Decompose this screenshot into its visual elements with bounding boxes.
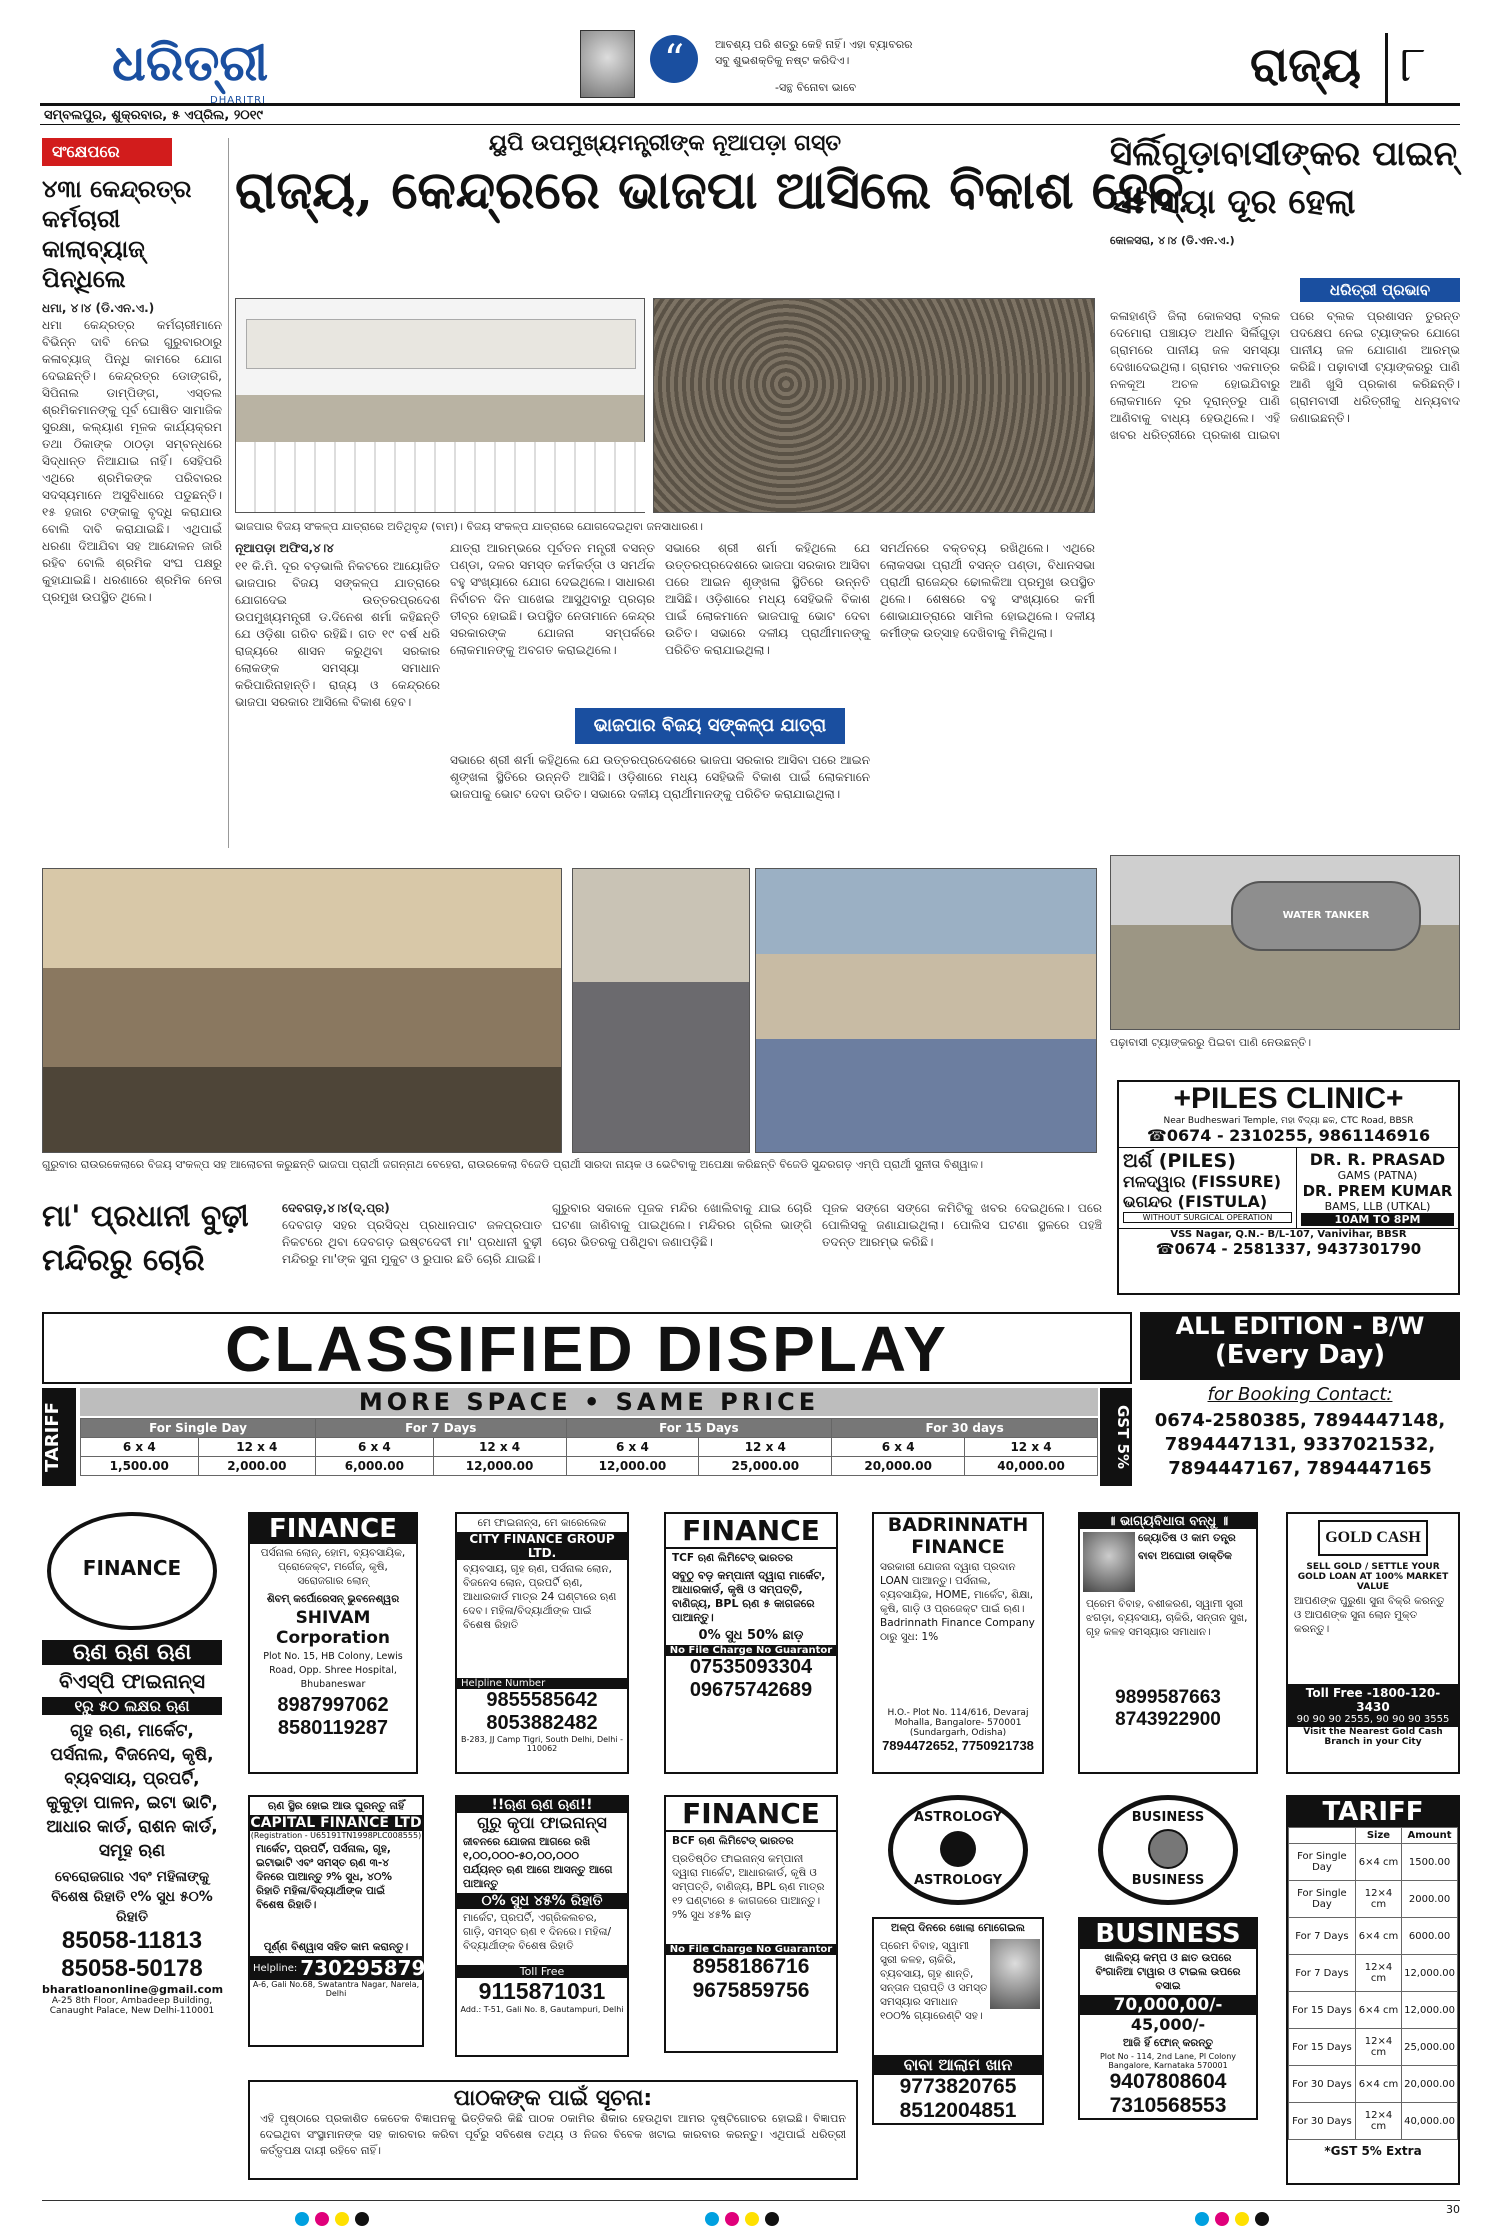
ad8-title: CAPITAL FINANCE LTD [250, 1815, 422, 1831]
piles-item-3: ଭଗନ୍ଦର (FISTULA) [1123, 1192, 1268, 1211]
ad2-phone1: 8987997062 [277, 1694, 389, 1716]
price-cell: 2,000.00 [198, 1457, 316, 1476]
booking-phone-2: 7894447131, 9337021532, [1164, 1434, 1436, 1455]
size-cell: 12 x 4 [965, 1438, 1098, 1457]
ad4-title: FINANCE [666, 1514, 836, 1549]
ad1-title: ଋଣ ଋଣ ଋଣ [42, 1640, 222, 1665]
lead-caption: ଭାଜପାର ବିଜୟ ସଂକଳ୍ପ ଯାତ୍ରାରେ ଅତିଥିବୃନ୍ଦ (ବାମ)। ବିଜୟ ସଂକଳ୍ପ ଯାତ୍ରାରେ ଯୋଗଦେଇଥିବା ଜନସାଧାରଣ। [235, 520, 703, 533]
ad4-phone1: 07535093304 [689, 1656, 813, 1678]
price-cell: 1,500.00 [81, 1457, 199, 1476]
ad12-phone2: 7310568553 [1109, 2094, 1227, 2117]
tariff-box [1286, 1795, 1460, 2185]
classified-tariff-table [80, 1418, 1098, 1476]
lead-dateline: ନୂଆପଡ଼ା ଅଫିସ,୪।୪ [235, 541, 334, 555]
ad1-amount: ୧ରୁ ୫୦ ଲକ୍ଷର ଋଣ [42, 1697, 222, 1715]
piles-phone1: ☎0674 - 2310255, 9861146916 [1146, 1126, 1431, 1145]
tariff-period: For 30 Days [1289, 2066, 1356, 2103]
piles-address: Near Budheswari Temple, ମହା ବିଦ୍ୟା ଛକ, CTC Road, BBSR [1163, 1116, 1414, 1126]
ad-astrology [872, 1795, 1044, 2185]
every-day: (Every Day) [1214, 1340, 1386, 1370]
ad3-addr: B-283, JJ Camp Tigri, South Delhi, Delhi - 110062 [461, 1735, 623, 1753]
piles-title: +PILES CLINIC+ [1173, 1082, 1404, 1115]
water-body: କଳାହାଣ୍ଡି ଜିଲା କୋଳସରା ବ୍ଲକ ଦେମୋରା ପଞ୍ଚାୟତ ଅଧୀନ ସିର୍ଲିଗୁଡ଼ା ଗ୍ରାମରେ ପାନୀୟ ଜଳ ସମସ୍ୟା ଦେଖାଦେଇଥିଲା। ଗ୍ରାମର ଏକମାତ୍ର ନଳକୂଅ ଅଚଳ ହୋଇଯିବାରୁ ଲୋକମାନେ ଦୂର ଦୂରାନ୍ତରୁ ପାଣି ଆଣିବାକୁ ବାଧ୍ୟ ହେଉଥିଲେ। ଏହି ଖବର ଧରିତ୍ରୀରେ ପ୍ରକାଶ ପାଇବା ପରେ ବ୍ଲକ ପ୍ରଶାସନ ତୁରନ୍ତ ପଦକ୍ଷେପ ନେଇ ଟ୍ୟାଙ୍କର ଯୋଗେ ପାନୀୟ ଜଳ ଯୋଗାଣ ଆରମ୍ଭ କରିଛି। ପଢ଼ାବାସୀ ଟ୍ୟାଙ୍କରରୁ ପାଣି ଆଣି ଖୁସି ପ୍ରକାଶ କରିଛନ୍ତି। ଗ୍ରାମବାସୀ ଧରିତ୍ରୀକୁ ଧନ୍ୟବାଦ ଜଣାଇଛନ୍ତି। [1110, 309, 1460, 442]
ad1-addr: A-25 8th Floor, Ambadeep Building, Canaught Palace, New Delhi-110001 [49, 1996, 215, 2016]
ad1-sub: ବିଏସ୍ପି ଫାଇନାନ୍ସ [59, 1669, 205, 1693]
lead-headline: ରାଜ୍ୟ, କେନ୍ଦ୍ରରେ ଭାଜପା ଆସିଲେ ବିକାଶ ହେବ [235, 160, 1184, 221]
tariff-vertical: TARIFF [42, 1388, 76, 1486]
ad2-name: SHIVAM Corporation [276, 1608, 390, 1648]
piles-phone2: ☎0674 - 2581337, 9437301790 [1155, 1240, 1422, 1258]
ad12-amount2: 45,000/- [1130, 2015, 1206, 2034]
lead-col2: ଯାତ୍ରା ଆରମ୍ଭରେ ପୂର୍ବତନ ମନ୍ତ୍ରୀ ବସନ୍ତ ପଣ୍ଡା, ଦଳର ସମସ୍ତ କର୍ମକର୍ତ୍ତା ଓ ସମର୍ଥକ ବହୁ ସଂଖ୍ୟାରେ ଯୋଗ ଦେଇଥିଲେ। ସାଧାରଣ ନିର୍ବାଚନ ଦିନ ପାଖେଇ ଆସୁଥିବାରୁ ପ୍ରଚାର ତୀବ୍ର ହୋଇଛି। ଉପସ୍ଥିତ ନେତାମାନେ କେନ୍ଦ୍ର ସରକାରଙ୍କ ଯୋଜନା ସମ୍ପର୍କରେ ଲୋକମାନଙ୍କୁ ଅବଗତ କରାଇଥିଲେ। [450, 541, 655, 657]
ad3-phone1: 9855585642 [486, 1689, 598, 1711]
ad10-body: ପ୍ରତିଷ୍ଠିତ ଫାଇନାନ୍ସ କମ୍ପାନୀ ଦ୍ୱାରା ମାର୍କେଟ, ଆଧାରକାର୍ଡ, କୃଷି ଓ ସମ୍ପତ୍ତି, ବାଣିଜ୍ୟ, BPL ଋଣ ମାତ୍ର ୧୨ ଘଣ୍ଟାରେ ୫ କାଗଜରେ ପାଆନ୍ତୁ। ୨% ସୁଧ ୪୫% ଛାଡ଼ [672, 1853, 825, 1921]
page-footer-number: 30 [1446, 2203, 1460, 2216]
gold-cash-logo: GOLD CASH [1318, 1520, 1428, 1556]
business-logo-bottom: BUSINESS [1131, 1873, 1205, 1888]
ad9-title: ଗୁରୁ କୃପା ଫାଇନାନ୍ସ [477, 1813, 607, 1832]
page-number: ୮ [1400, 35, 1427, 93]
ad7-body2: ଆପଣଙ୍କ ପୁରୁଣା ସୁନା ବିକ୍ରି କରନ୍ତୁ ଓ ଆପଣଙ୍କ ସୁନା ଲୋନ ମୁକ୍ତ କରନ୍ତୁ। [1294, 1595, 1445, 1635]
notice-body: ଏହି ପୃଷ୍ଠାରେ ପ୍ରକାଶିତ କେତେକ ବିଜ୍ଞାପନକୁ ଭିତ୍ତିକରି କିଛି ପାଠକ ଠକାମିର ଶିକାର ହେଉଥିବା ଆମର ଦୃଷ୍ଟିଗୋଚର ହୋଇଛି। ବିଜ୍ଞାପନ ଦେଇଥିବା ସଂସ୍ଥାମାନଙ୍କ ସହ କାରବାର କରିବା ପୂର୍ବରୁ ସବିଶେଷ ତଥ୍ୟ ଓ ନିଜର ବିବେକ ଖଟାଇ କାରବାର କରନ୍ତୁ। ଏଥିପାଇଁ ଧରିତ୍ରୀ କର୍ତ୍ତୃପକ୍ଷ ଦାୟୀ ରହିବେ ନାହିଁ। [260, 2112, 846, 2157]
ad10-sub: BCF ଋଣ ଲିମିଟେଡ୍ ଭାରତର [672, 1835, 794, 1847]
price-cell: 6,000.00 [316, 1457, 434, 1476]
classified-banner [42, 1312, 1460, 1487]
ad6-portrait [1083, 1532, 1135, 1592]
period-1: For Single Day [81, 1419, 316, 1438]
tariff-size: 6×4 cm [1355, 1844, 1401, 1881]
photo-meeting [42, 868, 562, 1153]
ad9-addr: Add.: T-51, Gali No. 8, Gautampuri, Delhi [460, 2005, 624, 2014]
logo-sub: DHARITRI [210, 95, 266, 106]
ad-badrinnath-finance [872, 1512, 1044, 1774]
lead-col4: ସମର୍ଥନରେ ବକ୍ତବ୍ୟ ରଖିଥିଲେ। ଏଥିରେ ଲୋକସଭା ପ୍ରାର୍ଥୀ ବସନ୍ତ ପଣ୍ଡା, ବିଧାନସଭା ପ୍ରାର୍ଥୀ ରାଜେନ୍ଦ୍ର ଢୋଲକିଆ ପ୍ରମୁଖ ଉପସ୍ଥିତ ଥିଲେ। ଶେଷରେ ବହୁ ସଂଖ୍ୟାରେ କର୍ମୀ ଶୋଭାଯାତ୍ରାରେ ସାମିଲ ହୋଇଥିଲେ। ଦଳୀୟ କର୍ମୀଙ୍କ ଉତ୍ସାହ ଦେଖିବାକୁ ମିଳିଥିଲା। [880, 541, 1095, 640]
tariff-size: 12×4 cm [1355, 2103, 1401, 2140]
astro-logo-bottom: ASTROLOGY [913, 1873, 1003, 1888]
ad12-body: ଖାଲିବ୍ୟ କମ୍ପ ଓ ଛାତ ଉପରେ ବିଂଗାନିଆ ଟାୱାର ଓ ଟାଇଲ ଉପରେ ବସାଇ [1095, 1952, 1241, 1992]
finance-logo: FINANCE [47, 1512, 217, 1630]
logo: ଧରିତ୍ରୀ [112, 33, 269, 92]
ad3-help: Helpline Number [457, 1678, 627, 1689]
period-2: For 7 Days [316, 1419, 566, 1438]
lead-photo-stage [235, 298, 645, 513]
ad8-phone: 7302958798 [300, 1956, 440, 1980]
piles-no-surgery: WITHOUT SURGICAL OPERATION [1123, 1212, 1292, 1223]
piles-item-2: ମଳଦ୍ୱାର (FISSURE) [1123, 1172, 1282, 1191]
booking-phone-3: 7894447167, 7894447165 [1168, 1458, 1432, 1479]
astrology-logo [888, 1795, 1028, 1905]
registration-marks [1192, 2211, 1272, 2230]
ad-shivam-finance [248, 1512, 418, 1774]
period-3: For 15 Days [566, 1419, 832, 1438]
lead-photo-crowd [653, 298, 1095, 513]
ad5-title: BADRINNATH FINANCE [887, 1514, 1029, 1558]
brief-body: ଧମା କେନ୍ଦ୍ରତ୍ର କର୍ମଚାରୀମାନେ ବିଭିନ୍ନ ଦାବି ନେଇ ଗୁରୁବାରଠାରୁ କଳାବ୍ୟାଜ୍ ପିନ୍ଧି କାମରେ ଯୋଗ ଦେଇଛନ୍ତି। କେନ୍ଦ୍ରତ୍ର ଡୋଙ୍ଗରି, ସିପିନାଲ ଡାମ୍ପିଙ୍ଗ, ଏସ୍ତଲ ଶ୍ରମିକମାନଙ୍କୁ ପୂର୍ବ ଘୋଷିତ ସାମାଜିକ ସୁରକ୍ଷା, କଲ୍ୟାଣ ମୂଳକ କାର୍ଯ୍ୟକ୍ରମ ତଥା ଠିକାଙ୍କ ଠାଠଡ଼ା ସମ୍ବନ୍ଧରେ ସିଦ୍ଧାନ୍ତ ନିଆଯାଇ ନାହିଁ। ସେହିପରି ଏଥିରେ ଶ୍ରମିକଙ୍କ ପରିବାରର ସଦସ୍ୟମାନେ ଅସୁବିଧାରେ ପଡୁଛନ୍ତି। ୧୫ ହଜାର ଟଙ୍କାକୁ ବୃଦ୍ଧି କରାଯାଉ ବୋଲି ଦାବି କରାଯାଇଛି। ଏଥିପାଇଁ ଧରଣା ଦିଆଯିବା ସହ ଆନ୍ଦୋଳନ ଜାରି ରହିବ ବୋଲି ଶ୍ରମିକ ସଂଘ ପକ୍ଷରୁ କୁହାଯାଇଛି। ଧରଣାରେ ଶ୍ରମିକ ନେତା ପ୍ରମୁଖ ଉପସ୍ଥିତ ଥିଲେ। [42, 318, 222, 604]
ad-city-finance [455, 1512, 629, 1774]
ad2-body: ପର୍ସନାଲ ଲୋନ୍, ହୋମ, ବ୍ୟବସାୟିକ, ପ୍ରୋଜେକ୍ଟ, ମର୍ଗେଜ୍, କୃଷି, ସରୋଜଗାର ଲୋନ୍ [260, 1547, 406, 1587]
ad11-name: ବାବା ଆଲାମ ଖାନ [874, 2055, 1042, 2075]
tariff-period: For 7 Days [1289, 1918, 1356, 1955]
business-logo [1098, 1795, 1238, 1905]
tariff-size: 12×4 cm [1355, 2029, 1401, 2066]
ad9-top: !!ଋଣ ଋଣ ଋଣ!! [457, 1797, 627, 1813]
brief-column [42, 138, 222, 848]
tariff-amount: 25,000.00 [1402, 2029, 1458, 2066]
theft-col2: ଗୁରୁବାର ସକାଳେ ପୂଜକ ମନ୍ଦିର ଖୋଲିବାକୁ ଯାଇ ଚୋରି ଘଟଣା ଜାଣିବାକୁ ପାଇଥିଲେ। ମନ୍ଦିରର ଗ୍ରିଲ ଭାଙ୍ଗି ଚୋର ଭିତରକୁ ପଶିଥିବା ଜଣାପଡ଼ିଛି। [552, 1201, 812, 1249]
theft-headline: ମା' ପ୍ରଧାନୀ ବୁଢ଼ୀ ମନ୍ଦିରରୁ ଚୋରି [42, 1199, 249, 1278]
price-cell: 12,000.00 [566, 1457, 699, 1476]
theft-dateline: ଦେବଗଡ଼,୪।୪(ଦ୍.ପ୍ର) [282, 1201, 390, 1215]
registration-marks [292, 2211, 372, 2230]
ad6-title: ॥ ଭାଗ୍ୟବିଧାତା ବନ୍ଧୁ ॥ [1080, 1514, 1256, 1529]
ad9-body: ଜୀବନରେ ଯୋଜନା ଆଗରେ ରଖି ୧,୦୦,୦୦୦-୫୦,୦୦,୦୦୦ ପର୍ଯ୍ୟନ୍ତ ଋଣ ଆଗେ ଆସନ୍ତୁ ଆଗେ ପାଆନ୍ତୁ [463, 1836, 613, 1890]
photo-candidate [572, 868, 750, 1153]
reader-notice [248, 2080, 858, 2180]
ad-bsp-finance [42, 1512, 222, 2180]
size-cell: 6 x 4 [316, 1438, 434, 1457]
ad1-phone2: 85058-50178 [61, 1955, 203, 1982]
photo-group [755, 868, 1097, 1153]
ad4-body: ସବୁଠୁ ବଡ଼ କମ୍ପାନୀ ଦ୍ୱାରା ମାର୍କେଟ, ଆଧାରକାର୍ଡ, କୃଷି ଓ ସମ୍ପତ୍ତି, ବାଣିଜ୍ୟ, BPL ଋଣ ୫ କାଗଜରେ ପାଆନ୍ତୁ। [672, 1569, 826, 1624]
registration-marks [702, 2211, 782, 2230]
ad7-body: SELL GOLD / SETTLE YOUR GOLD LOAN AT 100% MARKET VALUE [1297, 1562, 1449, 1592]
ad8-top: ଋଣ ସ୍ଥିର ହୋଇ ଆଉ ଘୁରନ୍ତୁ ନାହିଁ [267, 1800, 405, 1812]
ad7-toll: Toll Free -1800-120-3430 [1305, 1686, 1441, 1714]
footer [42, 2200, 1460, 2230]
ad6-phone2: 8743922900 [1115, 1709, 1221, 1730]
ad9-body2: ମାର୍କେଟ, ପ୍ରପର୍ଟି, ଏଗ୍ରିକଲଚର, ଗାଡ଼ି, ସମସ୍ତ ଋଣ ୧ ଦିନରେ। ମହିଳା/ବିଦ୍ୟାର୍ଥୀଙ୍କ ବିଶେଷ ରିହାତି [463, 1912, 612, 1952]
divider [228, 138, 229, 848]
tariff-amount: 6000.00 [1402, 1918, 1458, 1955]
ad10-phone2: 9675859756 [692, 1979, 810, 2002]
water-badge: ଧରିତ୍ରୀ ପ୍ରଭାବ [1300, 278, 1460, 302]
ad4-nofile: No File Charge No Guarantor [666, 1645, 836, 1656]
ad2-title: FINANCE [250, 1514, 416, 1544]
business-logo-top: BUSINESS [1131, 1810, 1205, 1825]
edition-box [1140, 1312, 1460, 1380]
ad4-phone2: 09675742689 [689, 1679, 813, 1701]
piles-doc1: DR. R. PRASAD [1309, 1150, 1446, 1169]
ad8-body: ମାର୍କେଟ, ପ୍ରପର୍ଟି, ପର୍ସନାଲ, ଗୃହ, ଇଟାଭାଟି ଏବଂ ସମସ୍ତ ଋଣ ୩-୪ ଦିନରେ ପାଆନ୍ତୁ ୨% ସୁଧ, ୪୦% ରିହାତି ମହିଳା/ବିଦ୍ୟାର୍ଥୀଙ୍କ ପାଇଁ ବିଶେଷ ରିହାତି। [256, 1843, 392, 1911]
ad-tcf-finance [664, 1512, 838, 1774]
ad5-phone: 7894472652, 7750921738 [882, 1738, 1034, 1753]
classified-title: CLASSIFIED DISPLAY [42, 1312, 1132, 1384]
ad9-toll: Toll Free [457, 1965, 627, 1978]
booking-phone-1: 0674-2580385, 7894447148, [1154, 1410, 1446, 1431]
ad6-phone1: 9899587663 [1115, 1687, 1221, 1708]
ad6-name: ବାବା ଅଘୋରୀ ଡାକ୍ତିକ [1138, 1550, 1232, 1562]
ad3-top: ମେ ଫାଇନାନ୍ସ, ମେ କାରେଲେକ [477, 1517, 607, 1529]
tariff-size: 6×4 cm [1355, 1918, 1401, 1955]
ad6-sub: ଜ୍ୟୋତିଷ ଓ କାମ ତନ୍ତ୍ର [1138, 1532, 1236, 1544]
astro-eye-icon [940, 1831, 976, 1867]
tariff-period: For 15 Days [1289, 1992, 1356, 2029]
lead-col3: ସଭାରେ ଶ୍ରୀ ଶର୍ମା କହିଥିଲେ ଯେ ଉତ୍ତରପ୍ରଦେଶରେ ଭାଜପା ସରକାର ଆସିବା ପରେ ଆଇନ ଶୃଙ୍ଖଳା ସ୍ଥିତିରେ ଉନ୍ନତି ଆସିଛି। ଓଡ଼ିଶାରେ ମଧ୍ୟ ସେହିଭଳି ବିକାଶ ପାଇଁ ଲୋକମାନେ ଭାଜପାକୁ ଭୋଟ ଦେବା ଉଚିତ। ସଭାରେ ଦଳୀୟ ପ୍ରାର୍ଥୀମାନଙ୍କୁ ପରିଚିତ କରାଯାଇଥିଲା। [665, 541, 870, 657]
lead-col2b: ସଭାରେ ଶ୍ରୀ ଶର୍ମା କହିଥିଲେ ଯେ ଉତ୍ତରପ୍ରଦେଶରେ ଭାଜପା ସରକାର ଆସିବା ପରେ ଆଇନ ଶୃଙ୍ଖଳା ସ୍ଥିତିରେ ଉନ୍ନତି ଆସିଛି। ଓଡ଼ିଶାରେ ମଧ୍ୟ ସେହିଭଳି ବିକାଶ ପାଇଁ ଲୋକମାନେ ଭାଜପାକୁ ଭୋଟ ଦେବା ଉଚିତ। ସଭାରେ ଦଳୀୟ ପ୍ରାର୍ଥୀମାନଙ୍କୁ ପରିଚିତ କରାଯାଇଥିଲା। [450, 753, 870, 801]
ad4-sub: TCF ଋଣ ଲିମିଟେଡ୍ ଭାରତର [672, 1552, 793, 1564]
ad-astro-baba [1078, 1512, 1258, 1774]
section-title: ରାଜ୍ୟ [1250, 37, 1361, 93]
ad10-phone1: 8958186716 [692, 1955, 810, 1978]
ad11-phone1: 9773820765 [899, 2075, 1017, 2098]
brief-title: ୪୩ା କେନ୍ଦ୍ରତ୍ର କର୍ମଚାରୀ କାଲାବ୍ୟାଜ୍ ପିନ୍ଧିଲେ [42, 174, 192, 293]
lead-kicker: ୟୁପି ଉପମୁଖ୍ୟମନ୍ତ୍ରୀଙ୍କ ନୂଆପଡ଼ା ଗସ୍ତ [488, 130, 842, 156]
ad8-addr: A-6, Gali No.68, Swatantra Nagar, Narela, Delhi [252, 1980, 420, 1998]
tariff-table [1288, 1827, 1458, 2140]
ad-business [1078, 1795, 1258, 2180]
ad11-portrait [990, 1939, 1040, 2009]
piles-address2: VSS Nagar, Q.N.- B/L-107, Vanivihar, BBSR [1170, 1229, 1407, 1240]
ad12-addr: Plot No - 114, 2nd Lane, Pl Colony Bangalore, Karnataka 570001 [1099, 2052, 1237, 2070]
piles-doc2-deg: BAMS, LLB (UTKAL) [1324, 1200, 1431, 1213]
tariff-amount: 1500.00 [1402, 1844, 1458, 1881]
size-cell: 12 x 4 [433, 1438, 566, 1457]
tariff-amount: 40,000.00 [1402, 2103, 1458, 2140]
dateline: ସମ୍ବଲପୁର, ଶୁକ୍ରବାର, ୫ ଏପ୍ରିଲ, ୨୦୧୯ [44, 108, 263, 123]
ad11-sub: ଅଳ୍ପ ଦିନରେ ଖୋଲା ମୋଗେଇଲ [891, 1922, 1025, 1934]
ad1-body: ଗୃହ ଋଣ, ମାର୍କେଟ, ପର୍ସନାଲ, ବିଜନେସ, କୃଷି, ବ୍ୟବସାୟ, ପ୍ରପର୍ଟି, କୁକୁଡ଼ା ପାଳନ, ଇଟା ଭାଟି, ଆଧାର କାର୍ଡ, ରାଶନ କାର୍ଡ, ସମୂହ ଋଣ [46, 1721, 218, 1861]
tariff-amount: 2000.00 [1402, 1881, 1458, 1918]
lead-col1: ୧୧ କି.ମି. ଦୂର ବଡ଼ଭାଲି ନିକଟରେ ଆୟୋଜିତ ଭାଜପାର ବିଜୟ ସଙ୍କଳ୍ପ ଯାତ୍ରାରେ ଯୋଗଦେଇ ଉତ୍ତରପ୍ରଦେଶ ଉପମୁଖ୍ୟମନ୍ତ୍ରୀ ଡ.ଦିନେଶ ଶର୍ମା କହିଛନ୍ତି ଯେ ଓଡ଼ିଶା ଗରିବ ରହିଛି। ଗତ ୧୯ ବର୍ଷ ଧରି ରାଜ୍ୟରେ ଶାସନ କରୁଥିବା ସରକାର ଲୋକଙ୍କ ସମସ୍ୟା ସମାଧାନ କରିପାରିନାହାନ୍ତି। ରାଜ୍ୟ ଓ କେନ୍ଦ୍ରରେ ଭାଜପା ସରକାର ଆସିଲେ ବିକାଶ ହେବ। [235, 559, 440, 709]
edition: ALL EDITION - B/W [1175, 1312, 1425, 1340]
price-cell: 40,000.00 [965, 1457, 1098, 1476]
ad8-help: Helpline: [253, 1962, 298, 1974]
ad2-addr: Plot No. 15, HB Colony, Lewis Road, Opp. Shree Hospital, Bhubaneswar [263, 1651, 403, 1690]
tariff-head-size: Size [1355, 1828, 1401, 1844]
dateline-bar [40, 103, 1460, 125]
ad8-note: ପୂର୍ଣ୍ଣ ବିଶ୍ୱାସ ସହିତ କାମ କରାନ୍ତୁ। [263, 1941, 409, 1953]
ad6-body: ପ୍ରେମ ବିବାହ, ବଶୀକରଣ, ସ୍ୱାମୀ ସ୍ତ୍ରୀ ଝଗଡ଼ା, ବ୍ୟବସାୟ, ଚାକିରି, ସନ୍ତାନ ସୁଖ, ଗୃହ କଳହ ସମସ୍ୟାର ସମାଧାନ। [1086, 1598, 1248, 1638]
tariff-gst: *GST 5% Extra [1324, 2144, 1422, 2158]
lead-subhead: ଭାଜପାର ବିଜୟ ସଙ୍କଳ୍ପ ଯାତ୍ରା [575, 708, 845, 744]
water-dateline: କୋଳସରା, ୪।୪ (ଡି.ଏନ.ଏ.) [1110, 234, 1235, 247]
piles-item-1: ଅର୍ଶ (PILES) [1123, 1150, 1236, 1172]
quote-text: ଆବଶ୍ୟ ପରି ଶତ୍ରୁ କେହି ନାହିଁ। ଏହା ବ୍ୟାବରର ସବୁ ଶୁଭଶକ୍ତିକୁ ନଷ୍ଟ କରିଦିଏ। [715, 38, 913, 67]
ad9-rate: ୦% ସୁଧ ୪୫% ରିହାତି [457, 1893, 627, 1909]
ad7-phones: 90 90 90 2555, 90 90 90 3555 [1296, 1714, 1450, 1725]
classified-subtitle: MORE SPACE • SAME PRICE [80, 1388, 1098, 1416]
ad12-title: BUSINESS [1080, 1919, 1256, 1949]
water-story [1110, 130, 1460, 1050]
tariff-size: 6×4 cm [1355, 1992, 1401, 2029]
ad10-title: FINANCE [666, 1797, 836, 1832]
ad2-co: ଶିବମ୍ କର୍ପୋରେସନ୍ ଭୁବନେଶ୍ୱର [266, 1593, 400, 1605]
size-cell: 6 x 4 [81, 1438, 199, 1457]
ad3-title: CITY FINANCE GROUP LTD. [457, 1532, 627, 1560]
photo-caption: ଗୁରୁବାର ରାଉରକେଲାରେ ବିଜୟ ସଂକଳ୍ପ ସହ ଆଲୋଚନା କରୁଛନ୍ତି ଭାଜପା ପ୍ରାର୍ଥୀ ଜଗନ୍ନାଥ ବେହେରା, ରାଉରକେଲା ବିଜେଡି ପ୍ରାର୍ଥୀ ସାରଦା ନାୟକ ଓ ଭେଟିବାକୁ ଅପେକ୍ଷା କରିଛନ୍ତି ବିଜେଡି ସୁନ୍ଦରଗଡ଼ ଏମ୍ପି ପ୍ରାର୍ଥୀ ସୁନୀତା ବିଶ୍ୱାଳ। [42, 1158, 984, 1171]
brief-label: ସଂକ୍ଷେପରେ [42, 138, 172, 166]
ad12-body2: ଆଜି ହିଁ ଫୋନ୍ କରନ୍ତୁ [1123, 2037, 1213, 2049]
ad12-amount1: 70,000,00/- [1080, 1995, 1256, 2015]
ad1-web: bharatloanonline@gmail.com [42, 1983, 224, 1996]
notice-title: ପାଠକଙ୍କ ପାଇଁ ସୂଚନା: [453, 2086, 653, 2111]
price-cell: 12,000.00 [433, 1457, 566, 1476]
tariff-period: For 15 Days [1289, 2029, 1356, 2066]
period-4: For 30 days [832, 1419, 1098, 1438]
ad7-visit: Visit the Nearest Gold Cash Branch in your City [1303, 1727, 1443, 1747]
piles-clinic-ad [1117, 1080, 1460, 1295]
tariff-head-blank [1289, 1828, 1356, 1844]
divider [1385, 33, 1388, 103]
price-cell: 20,000.00 [832, 1457, 965, 1476]
booking-label: for Booking Contact: [1207, 1384, 1393, 1405]
ad3-phone2: 8053882482 [486, 1712, 598, 1734]
ad11-body: ପ୍ରେମ ବିବାହ, ସ୍ୱାମୀ ସ୍ତ୍ରୀ କଳହ, ଚାକିରି, ବ୍ୟବସାୟ, ଗୃହ ଶାନ୍ତି, ସନ୍ତାନ ପ୍ରାପ୍ତି ଓ ସମସ୍ତ ସମସ୍ୟାର ସମାଧାନ ୧୦୦% ଗ୍ୟାରେଣ୍ଟି ସହ। [880, 1940, 988, 2022]
piles-doc2: DR. PREM KUMAR [1302, 1182, 1453, 1200]
size-cell: 6 x 4 [566, 1438, 699, 1457]
tariff-period: For Single Day [1289, 1881, 1356, 1918]
ad1-phone1: 85058-11813 [61, 1927, 203, 1954]
brief-dateline: ଧମା, ୪।୪ (ଡି.ଏନ.ଏ.) [42, 301, 155, 315]
size-cell: 6 x 4 [832, 1438, 965, 1457]
theft-story [42, 1195, 1102, 1305]
theft-col1: ଦେବଗଡ଼ ସହର ପ୍ରସିଦ୍ଧ ପ୍ରଧାନପାଟ ଜଳପ୍ରପାତ ନିକଟରେ ଥିବା ଦେବଗଡ଼ ଇଷ୍ଟଦେବୀ ମା' ପ୍ରଧାନୀ ବୁଢ଼ୀ ମନ୍ଦିରରୁ ମା'ଙ୍କ ସୁନା ମୁକୁଟ ଓ ରୁପାର ଛତି ଚୋରି ଯାଇଛି। [282, 1218, 542, 1266]
quote-author: -ସନ୍ଥ ବିନୋବା ଭାବେ [775, 81, 857, 94]
ad-bcf-finance [664, 1795, 838, 2053]
ad2-phone2: 8580119287 [277, 1717, 389, 1739]
ad10-nofile: No File Charge No Guarantor [666, 1944, 836, 1955]
tariff-period: For 30 Days [1289, 2103, 1356, 2140]
classified-gst: GST 5% [1100, 1388, 1132, 1486]
quote-mark-icon: “ [650, 35, 698, 83]
water-caption: ପଢ଼ାବାସୀ ଟ୍ୟାଙ୍କରରୁ ପିଇବା ପାଣି ନେଉଛନ୍ତି। [1110, 1036, 1312, 1049]
theft-col3: ପୂଜକ ସଙ୍ଗେ ସଙ୍ଗେ କମିଟିକୁ ଖବର ଦେଇଥିଲେ। ପରେ ପୋଲିସକୁ ଜଣାଯାଇଥିଲା। ପୋଲିସ ଘଟଣା ସ୍ଥଳରେ ପହଞ୍ଚି ତଦନ୍ତ ଆରମ୍ଭ କରିଛି। [822, 1201, 1102, 1249]
ad5-body: ସରକାରୀ ଯୋଜନା ଦ୍ୱାରା ପ୍ରଦାନ LOAN ପାଆନ୍ତୁ। ପର୍ସନାଲ, ବ୍ୟବସାୟିକ, HOME, ମାର୍କେଟ, ଶିକ୍ଷା, କୃଷି, ଗାଡ଼ି ଓ ପ୍ରଜେକ୍ଟ ପାଇଁ ଋଣ। Badrinnath Finance Company ଠାରୁ ସୁଧ: 1% [880, 1561, 1035, 1643]
tariff-amount: 20,000.00 [1402, 2066, 1458, 2103]
ad-capital-finance [248, 1795, 440, 2047]
tariff-period: For Single Day [1289, 1844, 1356, 1881]
tariff-size: 12×4 cm [1355, 1955, 1401, 1992]
coin-icon [1148, 1829, 1188, 1869]
tanker: WATER TANKER [1231, 881, 1421, 951]
ad-gold-cash [1286, 1512, 1460, 1774]
water-headline: ସିର୍ଲିଗୁଡ଼ାବାସୀଙ୍କର ପାଇନ୍ ସମସ୍ୟା ଦୂର ହେଲା [1110, 134, 1458, 222]
water-photo [1110, 855, 1460, 1030]
tariff-size: 12×4 cm [1355, 1881, 1401, 1918]
size-cell: 12 x 4 [198, 1438, 316, 1457]
tariff-head-amount: Amount [1402, 1828, 1458, 1844]
ad8-reg: (Registration - U65191TN1998PLC008555) [250, 1831, 422, 1840]
tariff-title: TARIFF [1288, 1797, 1458, 1827]
masthead [40, 25, 1460, 123]
ad1-note: ବେରୋଜଗାର ଏବଂ ମହିଳାଙ୍କୁ ବିଶେଷ ରିହାତି ୧% ସୁଧ ୫୦% ରିହାତି [51, 1869, 213, 1925]
ad12-phone1: 9407808604 [1109, 2070, 1227, 2093]
tariff-size: 6×4 cm [1355, 2066, 1401, 2103]
quote-portrait [580, 30, 635, 98]
ad3-body: ବ୍ୟବସାୟ, ଗୃହ ଋଣ, ପର୍ସନାଲ ଲୋନ, ବିଜନେସ ଲୋନ, ପ୍ରପର୍ଟି ଋଣ, ଆଧାରକାର୍ଡ ମାତ୍ର 24 ଘଣ୍ଟାରେ ଋଣ ଦେବ। ମହିଳା/ବିଦ୍ୟାର୍ଥୀଙ୍କ ପାଇଁ ବିଶେଷ ରିହାତି [463, 1563, 617, 1631]
tariff-amount: 12,000.00 [1402, 1992, 1458, 2029]
tariff-period: For 7 Days [1289, 1955, 1356, 1992]
ad11-phone2: 8512004851 [899, 2099, 1017, 2122]
astro-logo-top: ASTROLOGY [913, 1810, 1003, 1825]
tariff-amount: 12,000.00 [1402, 1955, 1458, 1992]
ad9-phone: 9115871031 [478, 1978, 606, 2004]
ad5-addr: H.O.- Plot No. 114/616, Devaraj Mohalla, Bangalore- 570001 (Sundargarh, Odisha) [887, 1708, 1029, 1738]
ad4-rate: 0% ସୁଧ 50% ଛାଡ଼ [698, 1628, 804, 1643]
piles-doc1-deg: GAMS (PATNA) [1337, 1169, 1418, 1182]
ad-guru-kripa [455, 1795, 629, 2057]
piles-timing: 10AM TO 8PM [1301, 1213, 1454, 1226]
size-cell: 12 x 4 [699, 1438, 832, 1457]
price-cell: 25,000.00 [699, 1457, 832, 1476]
